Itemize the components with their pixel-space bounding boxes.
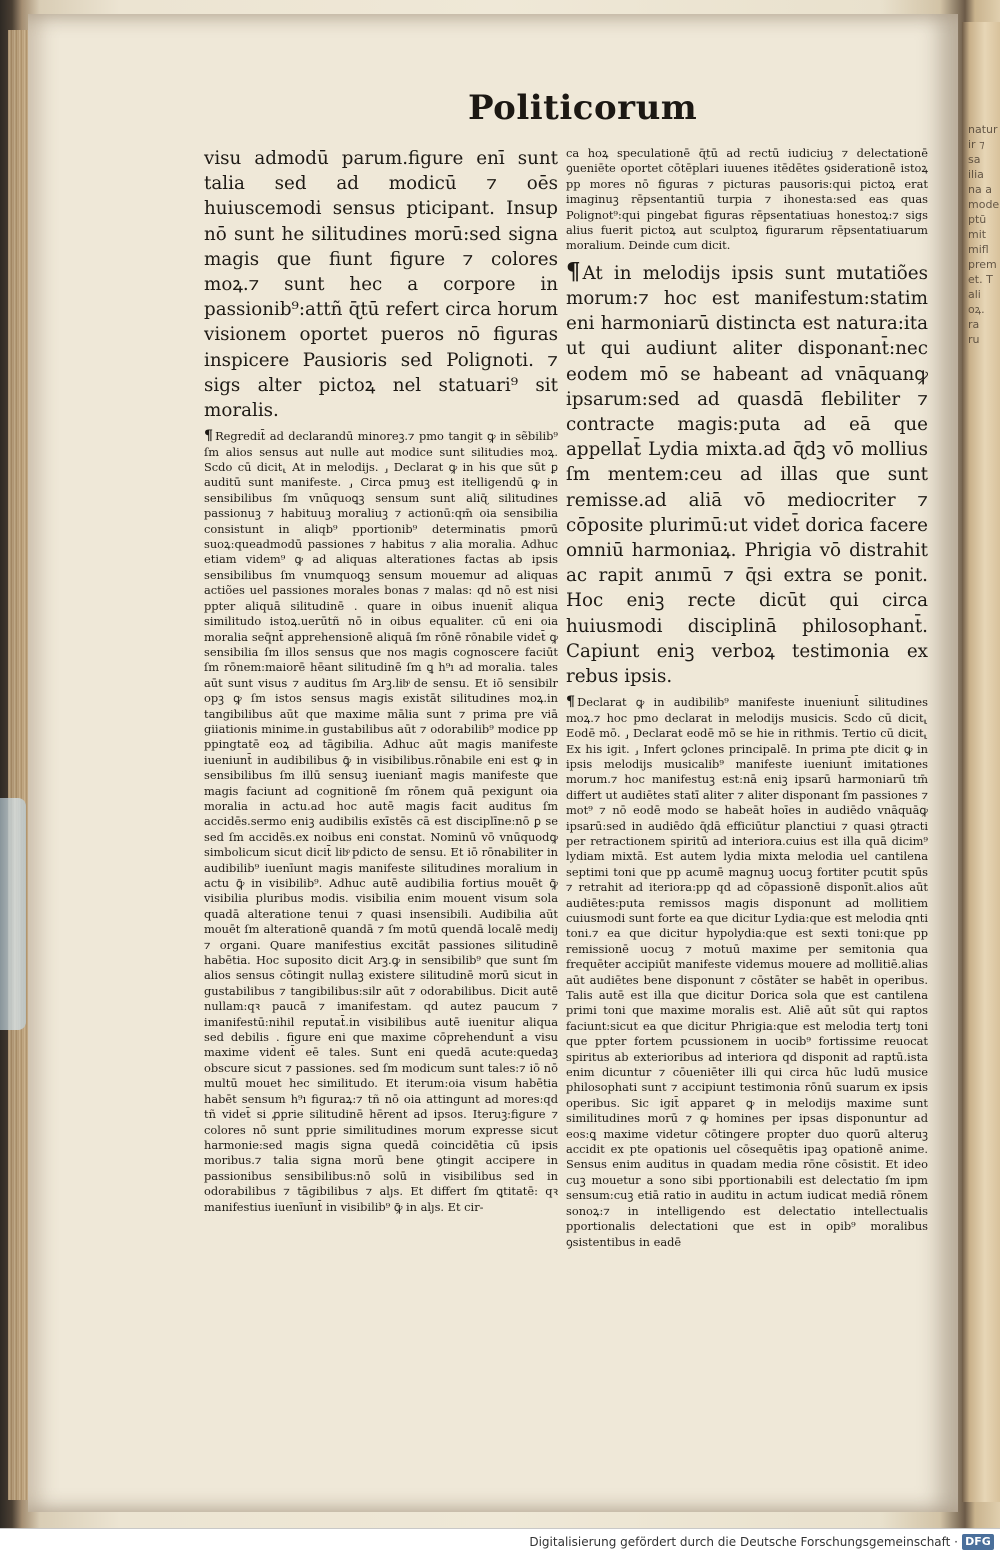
adjacent-page-text-fragment: mit [968, 228, 987, 241]
adjacent-page-text-fragment: prem [968, 258, 997, 271]
adjacent-page-text-fragment: ru [968, 333, 980, 346]
pilcrow-mark: ¶ [566, 258, 581, 285]
left-paragraph-1 [204, 146, 558, 423]
right-column [566, 146, 928, 1250]
page-stack-edge [8, 30, 30, 1500]
right-paragraph-2 [566, 260, 928, 689]
pilcrow-mark: ¶ [204, 428, 214, 445]
right-paragraph-3 [566, 695, 928, 1250]
book-clip [0, 798, 26, 1030]
left-paragraph-2 [204, 429, 558, 1215]
adjacent-page-edge [962, 22, 1000, 1502]
right-paragraph-1 [566, 146, 928, 254]
adjacent-page-text-fragment: na a [968, 183, 992, 196]
dfg-logo: DFG [962, 1534, 994, 1550]
right-paragraph-text: At in melodijs ipsis sunt mutatiões morum:⁊ hoc est manifestum:statim eni harmoniarū distincta est natura:ita ut qui audiunt aliter disponant̄:nec eodem mō se habeant ad vnāquanꝙ ipsarum:sed ad quasdā flebiliter ⁊ contracte magis:puta ad eā que appellat̄ Lydia mixta.ad ɋ̄dꝫ vō mollius ſm mentem:ceu ad illas que sunt remisse.ad aliā vō mediocriter ⁊ cōposite plurimū:ut videt̄ dorica facere omniū harmoniaꝝ. Phrigia vō distrahit ac rapit anımū ⁊ ɋ̄si extra se ponit. Hoc eniꝫ recte dicūt qui circa huiusmodi disciplinā philosophant̄. Capiunt eniꝫ verboꝝ testimonia ex rebus ipsis. [566, 262, 928, 688]
adjacent-page-text-fragment: et. T [968, 273, 993, 286]
right-paragraph-text: ca hoꝝ speculationē ɋ̄tū ad rectū iudiciuꝫ ⁊ delectationē ꝯueniēte oportet cōtēplari iuuenes itēdētes ꝯsiderationē istoꝝ pp mores nō figuras ⁊ picturas pausoris:qui pictoꝝ erat imaginuꝫ rēpsentantiū turpia ⁊ ihonesta:sed eas quas Polignot⁹:qui pingebat figuras rēpsentatiuas honestoꝝ:⁊ sigs alius fuerit pictoꝝ aut sculptoꝝ figurarum rēpsentatiuarum moralium. Deinde cum dicit. [566, 146, 928, 253]
adjacent-page-text-fragment: ptū [968, 213, 987, 226]
digitization-footer [0, 1528, 1000, 1556]
adjacent-page-text-fragment: ilia [968, 168, 984, 181]
pilcrow-mark: ¶ [566, 694, 576, 711]
adjacent-page-text-fragment: sa [968, 153, 981, 166]
adjacent-page-text-fragment: mifl [968, 243, 989, 256]
adjacent-page-text-fragment: oꝝ. [968, 303, 985, 316]
adjacent-page-text-fragment: ali [968, 288, 981, 301]
right-paragraph-text: Declarat ꝙ in audibilib⁹ manifeste inueniunt̄ silitudines moꝝ.⁊ hoc pmo declarat in melodijs musicis. Scdo cū dicit⸤ Eodē mō. ⸥ Declarat eodē mō se hie in rithmis. Tertio cū dicit⸤ Ex his igit. ⸥ Infert ꝯclones principalē. In prima pte dicit ꝙ in ipsis melodijs musicalib⁹ manifeste iueniunt̄ imitationes morum.⁊ hoc manifestuꝫ est:nā eniꝫ ipsarū harmoniarū tm̄ differt ut audiētes statī aliter ⁊ aliter disponant ſm passiones ⁊ mot⁹ ⁊ nō eodē modo se habeāt hoīes in audiēdo vnāquāꝙ ipsarū:sed in audiēdo ɋ̄dā efficiūtur planctiui ⁊ quasi ꝯtracti per retractionem spiritū ad interiora.cuius est illa quā dicim⁹ lydiam mixtā. Est autem lydia mixta melodia uel cantilena septimi toni que pp acumē magnuꝫ uocuꝫ fortiter pcutit spūs ⁊ retrahit ad iteriora:pp qd ad cōpassionē disponīt.alios aūt audiētes:puta remissos magis disponunt ad mollitiem cuiusmodi sunt forte ea que dicitur Lydia:que est melodia qnti toni.⁊ ea que dicitur hypolydia:que est sexti toni:que pp remissionē uocuꝫ ⁊ motuū maxime per semitonia qua frequēter accipiūt manifeste videmus mouere ad mollitiē.alias aūt audiētes bene disponunt ⁊ cōstāter se habēt in operibus. Talis autē est illa que dicitur Dorica sola que est cantilena primi toni que maxime moralis est. Aliē aūt sūt qui raptos faciunt:sicut ea que dicitur Phrigia:que est melodia tertȷ toni que ppter fortem pcussionem in uocib⁹ fortissime reuocat spiritus ab exterioribus ad interiora qd disponit ad raptū.ista enim dicuntur ⁊ cōueniēter illi qui circa hūc ludū musice philosophati sunt ⁊ accipiunt testimonia rōnū suarum ex ipsis operibus. Sic igit̄ apparet ꝙ in melodijs maxime sunt similitudines morū ⁊ ꝙ homines per ipsas disponuntur ad eos:ꝗ maxime videtur cōtingere propter duo quorū alteruꝫ accidit ex pte opationis uel cōsequētis ipaꝫ opationē anime. Sensus enim auditus in quadam media rōne cōsistit. Et ideo cuꝫ mouetur a sono sibi pportionabili est delectatio ſm ipm sensum:cuꝫ etiā ratio in auditu in actum iudicat mediā rōnem sonoꝝ:⁊ in intelligendo est delectatio intellectualis pportionalis delectationi que est in opib⁹ moralibus ꝯsistentibus in eadē [566, 695, 928, 1249]
left-paragraph-text: visu admodū parum.figure enī sunt talia sed ad modicū ⁊ oēs huiuscemodi sensus pticipant. Insup nō sunt he silitudines morū:sed signa magis que fiunt figure ⁊ colores moꝝ.⁊ sunt hec a corpore in passionib⁹:attñ ɋ̄tū refert circa horum visionem oportet pueros nō figuras inspicere Pausioris sed Polignoti. ⁊ sigs alter pictoꝝ nel statuari⁹ sit moralis. [204, 148, 558, 422]
running-head: Politicorum [468, 88, 698, 128]
left-column [204, 146, 558, 1215]
adjacent-page-text-fragment: ra [968, 318, 980, 331]
adjacent-page-text-fragment: mode [968, 198, 1000, 211]
left-paragraph-text: Regredit̄ ad declarandū minoreꝫ.⁊ pmo tangit ꝙ in sẽbilib⁹ ſm alios sensus aut nulle aut modice sunt silitudies moꝝ. Scdo cū dicit⸤ At in melodijs. ⸥ Declarat ꝙ in his que sūt ꝑ auditū sunt manifeste. ⸥ Circa pmuꝫ est itelligendū ꝙ in sensibilibus ſm vnūquoꝗꝫ sensum sunt aliɋ̄ silitudines passionuꝫ ⁊ habituuꝫ moraliuꝫ ⁊ actionū:qm̄ oia sensibilia consistunt in aliqb⁹ pportionib⁹ determinatis pmorū suoꝝ:queadmodū passiones ⁊ habitus ⁊ alia moralia. Adhuc etiam videm⁹ ꝙ ad aliquas alterationes factas ab ipsis sensibilibus ſm vnumquoꝗꝫ sensum mouemur ad aliquas actiões uel passiones morales bonas ⁊ malas: qd nō est nisi ppter aliquā silitudinē . quare in oibus inuenit̄ aliqua similitudo istoꝝ.uerūtñ nō in oibus equaliter. cū eni oia moralia seq̄nt̄ apprehensionē aliquā ſm rōnē rōnabile videt̄ ꝙ sensibilia ſm illos sensus que nos magis cognoscere faciūt ſm rōnem:maiorē hēant silitudinē ſm ꝗ h⁹ı ad moralia. tales aūt sunt visus ⁊ auditus ſm Arꝫ.libͦ de sensu. Et iō sensibilr opꝫ ꝙ ſm istos sensus magis existāt silitudines moꝝ.in tangibilibus aūt que maxime mālia sunt ⁊ prima pre viā giiationis minime.in gustabilibus aūt ⁊ odorabilib⁹ modice pp ppingtatē eoꝝ ad tāgibilia. Adhuc aūt magis manifeste iueniunt̄ in audibilibus ꝙ̄ in visibilibus.rōnabile eni est ꝙ in sensibilibus ſm illū sensuꝫ iueniant̄ magis manifeste que magis faciunt ad cognitionē ſm rōnem quā pexigunt oia moralia in actu.ad hoc autē magis facit auditus ſm accidēs.sermo eniꝫ audibilis exīstēs cā est disciplīne:nō ꝑ se sed ſm accidēs.ex noibus eni constat. Nominū vō vnūquodꝙ simbolicum sicut dicit̄ libͦ pdicto de sensu. Et iō rōnabiliter in audibilib⁹ iuenīunt magis manifeste silitudines moralium in actu ꝙ̄ in visibilib⁹. Adhuc autē audibilia fortius mouēt ꝙ̄ visibilia pluribus modis. visibilia enim mouent visum sola quadā alteratione tenui ⁊ quasi insensibili. Audibilia aūt mouēt ſm alterationē quandā ⁊ ſm motū quendā localē mediȷ ⁊ organi. Quare manifestius excitāt passiones silitudinē habētia. Hoc suposito dicit Arꝫ.ꝙ in sensibilib⁹ que sunt ſm alios sensus cōtingit nullaꝫ existere silitudinē morū sicut in gustabilibus ⁊ tangibilibus:silr aūt ⁊ odorabilibus. Dicit autē nullam:qꝛ paucā ⁊ imanifestam. qd autez paucum ⁊ imanifestū:nihil reputat̄.in visibilibus autē iuenitur aliqua sed debilis . figure eni que maxime cōprehendunt̄ a visu maxime vident̄ eē tales. Sunt eni quedā acute:quedaꝫ obscure sicut ⁊ passiones. sed ſm modicum sunt tales:⁊ iō nō multū mouet hec similitudo. Et iterum:oia visum habētia habēt sensum h⁹ı figuraꝝ:⁊ tñ nō oia attingunt ad mores:qd tñ videt̄ si ꝓprie silitudinē hērent ad ipsos. Iteruꝫ:figure ⁊ colores nō sunt pprie similitudines morum expresse sicut harmonie:sed magis signa quedā coincidētia cū ipsis moribus.⁊ talia signa morū bene ꝯtingit accipere in passionibus sensibilibus:nō solū in visibilibus sed in odorabilibus ⁊ tāgibilibus ⁊ alȷs. Et differt ſm ꝗtitatē: qꝛ manifestius iuenīunt̄ in visibilib⁹ ꝙ̄ in alȷs. Et cir- [204, 429, 558, 1214]
adjacent-page-text-fragment: ir ⁊ [968, 138, 985, 151]
footer-credit: Digitalisierung gefördert durch die Deutsche Forschungsgemeinschaft · [529, 1535, 958, 1549]
adjacent-page-text-fragment: natur [968, 123, 998, 136]
